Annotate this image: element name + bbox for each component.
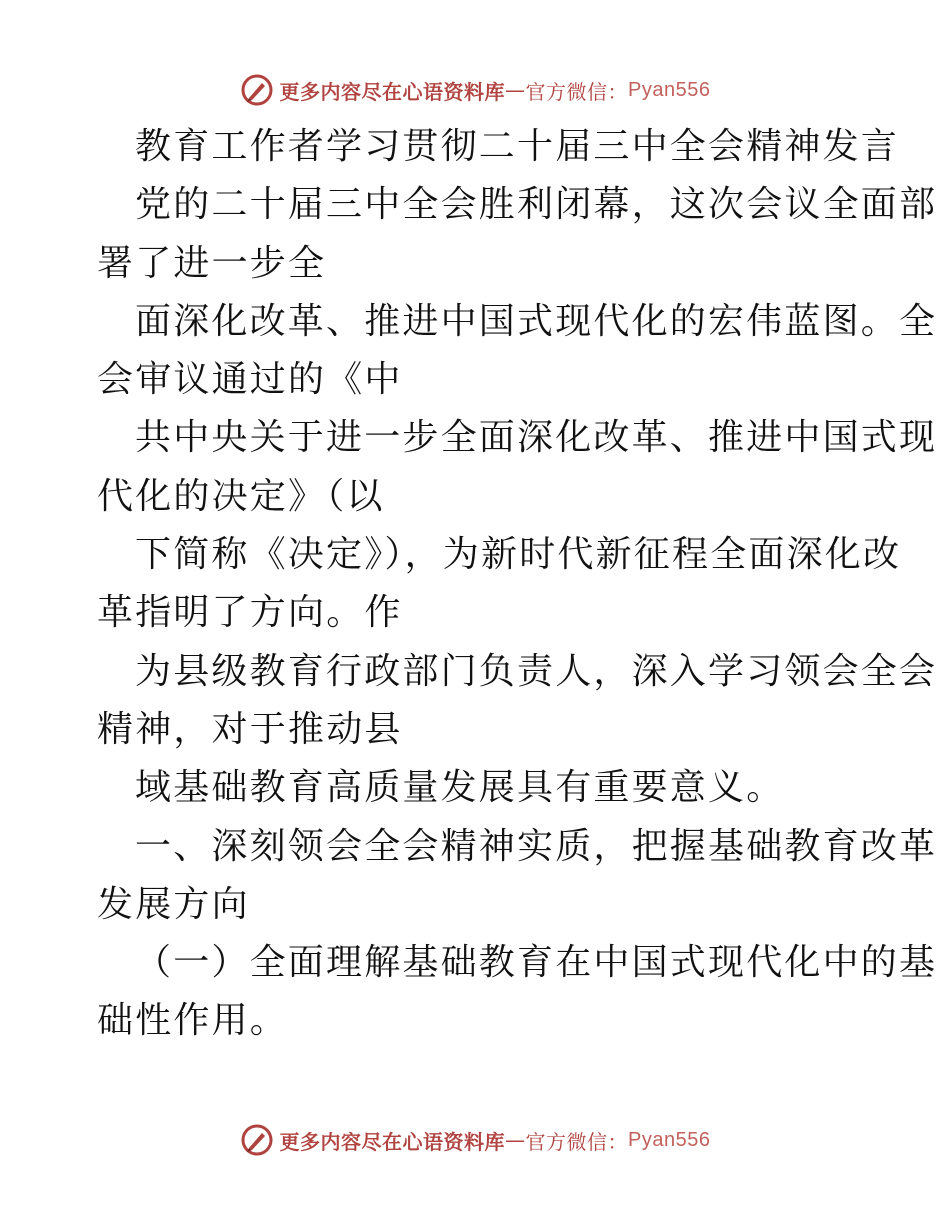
banner-text: 更多内容尽在心语资料库 <box>279 79 506 104</box>
text-line: 础性作用。 <box>97 1000 289 1042</box>
text-line: 域基础教育高质量发展具有重要意义。 <box>135 767 785 809</box>
banner-label: 官方微信： <box>525 79 629 104</box>
text-line: 署了进一步全 <box>97 242 327 284</box>
pen-logo-icon <box>240 1123 274 1157</box>
banner-separator: — <box>505 1128 526 1152</box>
text-line: 共中央关于进一步全面深化改革、推进中国式现 <box>135 417 938 459</box>
header-watermark <box>0 70 950 110</box>
banner-wechat-id: Pyan556 <box>628 78 711 101</box>
banner-separator: — <box>505 78 526 102</box>
banner-wechat-id: Pyan556 <box>628 1128 711 1151</box>
text-line: 面深化改革、推进中国式现代化的宏伟蓝图。全 <box>135 300 938 342</box>
text-line: 发展方向 <box>97 883 250 925</box>
banner-label: 官方微信： <box>525 1129 629 1154</box>
text-line: 为县级教育行政部门负责人，深入学习领会全会 <box>135 650 938 692</box>
document-body <box>97 118 938 1051</box>
text-line: 教育工作者学习贯彻二十届三中全会精神发言 <box>135 126 900 167</box>
text-line: 下简称《决定》），为新时代新征程全面深化改 <box>135 534 902 576</box>
text-line: 一、深刻领会全会精神实质，把握基础教育改革 <box>135 825 938 867</box>
text-line: 代化的决定》（以 <box>97 475 385 517</box>
text-line: 精神，对于推动县 <box>97 708 403 750</box>
text-line: 党的二十届三中全会胜利闭幕，这次会议全面部 <box>135 184 938 226</box>
text-line: （一）全面理解基础教育在中国式现代化中的基 <box>135 942 938 984</box>
text-line: 革指明了方向。作 <box>97 592 403 634</box>
text-line: 会审议通过的《中 <box>97 359 403 401</box>
footer-watermark <box>0 1120 950 1160</box>
pen-logo-icon <box>240 73 274 107</box>
banner-text: 更多内容尽在心语资料库 <box>279 1129 506 1154</box>
